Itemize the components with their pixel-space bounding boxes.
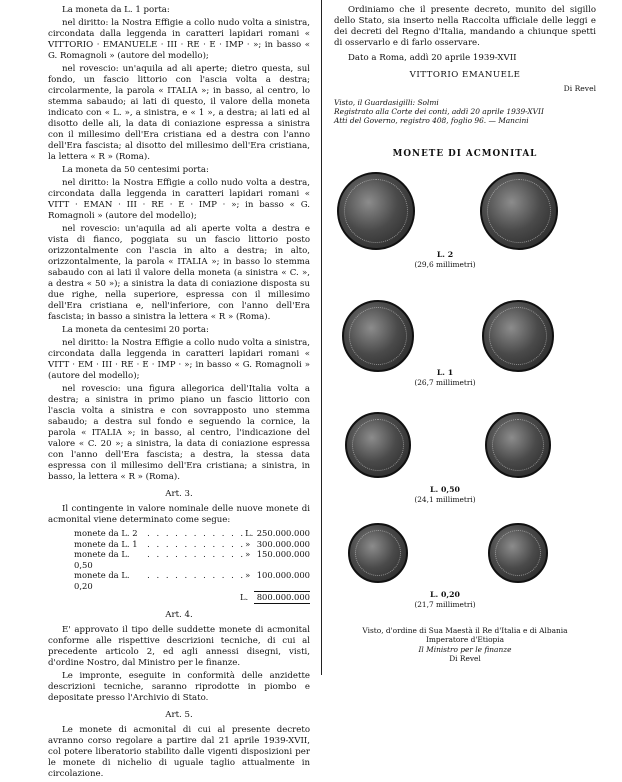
amount-label: monete da L. 0,50 xyxy=(74,549,130,570)
amount-total-value: 800.000.000 xyxy=(254,591,310,604)
coin-c20-heading: La moneta da centesimi 20 porta: xyxy=(62,325,209,335)
coin-l1-value: L. 1 xyxy=(436,368,454,377)
footer-line-4: Di Revel xyxy=(449,654,481,664)
registration-line-1: Registrato alla Corte dei conti, addì 20 aprile 1939-XVII xyxy=(334,107,544,116)
coin-l1-heading: La moneta da L. 1 porta: xyxy=(62,5,170,15)
footer-approval xyxy=(334,626,596,664)
registration-line-2: Atti del Governo, registro 408, foglio 96. — Mancini xyxy=(334,116,529,125)
amount-value: 100.000.000 xyxy=(256,570,310,580)
coin-c50-caption xyxy=(400,485,490,505)
amount-row xyxy=(48,549,310,570)
coin-c20-reverse-image xyxy=(488,523,548,583)
coin-c50-reverse: nel rovescio: un'aquila ad ali aperte volta a destra e vista di fianco, poggiata su un fascio littorio posto orizzontalmente con l'ascia in alto a destra; in alto, orizzontalmente, la parola « ITALIA »; in basso lo stemma sabaudo con ai lati il valore della moneta (a sinistra « C. », a destra « 50 »); a sinistra la data di coniazione disposta su due righe, nella superiore, espressa con il millesimo dell'Era cristiana e, nell'inferiore, con l'anno dell'Era fascista; in basso a sinistra la lettera « R » (Roma). xyxy=(48,224,310,322)
amount-total-row xyxy=(48,591,310,604)
coin-c50-obverse-image xyxy=(345,412,411,478)
coin-l2-caption xyxy=(400,250,490,270)
right-column xyxy=(334,5,596,168)
amount-currency: » xyxy=(245,538,251,549)
coin-c20-size: (21,7 millimetri) xyxy=(414,600,476,609)
amount-leader-dots: . . . . . . . . . . . xyxy=(147,570,246,580)
amount-leader-dots: . . . . . . . . . . . xyxy=(147,528,246,538)
amount-row xyxy=(48,528,310,539)
left-column xyxy=(48,5,310,782)
decree-date: Dato a Roma, addì 20 aprile 1939-XVII xyxy=(348,53,517,63)
coin-c20-caption xyxy=(400,590,490,610)
amount-currency: » xyxy=(245,549,251,559)
coin-l2-reverse-image xyxy=(480,172,558,250)
coin-l1-reverse-image xyxy=(482,300,554,372)
amount-leader-dots: . . . . . . . . . . . xyxy=(147,549,246,559)
column-divider xyxy=(321,0,322,675)
coin-c50-size: (24,1 millimetri) xyxy=(414,495,476,504)
article-5-text: Le monete di acmonital di cui al presente decreto avranno corso regolare a partire dal 21 aprile 1939-XVII, col potere liberatorio stabilito dalle vigenti disposizioni per le monete di nichelio di uguale taglio attualmente in circolazione. xyxy=(48,724,310,779)
article-3-text: Il contingente in valore nominale delle nuove monete di acmonital viene determinato come segue: xyxy=(48,504,310,525)
coin-l1-size: (26,7 millimetri) xyxy=(414,378,476,387)
article-3-heading: Art. 3. xyxy=(165,489,193,499)
amount-leader-dots: . . . . . . . . . . . xyxy=(147,538,246,549)
amount-total-currency: L. xyxy=(240,592,249,602)
amount-label: monete da L. 2 xyxy=(74,528,138,538)
amounts-table xyxy=(48,528,310,604)
amount-value: 300.000.000 xyxy=(256,538,310,549)
article-4-heading: Art. 4. xyxy=(165,609,193,620)
article-4-text-1: E' approvato il tipo delle suddette monete di acmonital conforme alle rispettive descrizioni tecniche, di cui al precedente articolo 2, ed agli annessi disegni, visti, d'ordine Nostro, dal Ministro per le finanze. xyxy=(48,624,310,668)
amount-currency: L. xyxy=(245,528,254,538)
coin-c20-obverse: nel diritto: la Nostra Effigie a collo nudo volta a sinistra, circondata dalla leggenda in caratteri lapidari romani « VITT · EM · III · RE · E · IMP · »; in basso « G. Romagnoli » (autore del modello); xyxy=(48,338,310,381)
coin-c50-heading: La moneta da 50 centesimi porta: xyxy=(62,165,209,175)
coin-l1-obverse-image xyxy=(342,300,414,372)
coin-l1-reverse: nel rovescio: un'aquila ad ali aperte; dietro questa, sul fondo, un fascio littorio con l'ascia volta a destra; circolarmente, la parola « ITALIA »; in basso, al centro, lo stemma sabaudo; ai lati di questo, il valore della moneta indicato con « L. », a sinistra, e « 1 », a destra; ai lati ed al disotto delle ali, la data di coniazione espressa a sinistra con il millesimo dell'Era cristiana ed a destra con l'anno dell'Era fascista; al disotto del millesimo dell'Era cristiana, la lettera « R » (Roma). xyxy=(48,64,310,162)
king-signature: VITTORIO EMANUELE xyxy=(409,70,521,80)
article-5-heading: Art. 5. xyxy=(165,709,193,720)
coin-l2-size: (29,6 millimetri) xyxy=(414,260,476,269)
coin-l1-obverse: nel diritto: la Nostra Effigie a collo nudo volta a sinistra, circondata dalla leggenda in caratteri lapidari romani « VITTORIO · EMANUELE · III · RE · E · IMP · »; in basso « G. Romagnoli » (autore del modello); xyxy=(48,18,310,61)
coin-l2-obverse-image xyxy=(337,172,415,250)
amount-label: monete da L. 1 xyxy=(74,538,138,549)
amount-row xyxy=(48,570,310,591)
amount-label: monete da L. 0,20 xyxy=(74,570,130,591)
coin-l2-value: L. 2 xyxy=(436,250,454,259)
visto-line: Visto, il Guardasigilli: Solmi xyxy=(334,98,439,107)
footer-line-1: Visto, d'ordine di Sua Maestà il Re d'Italia e di Albania xyxy=(362,626,568,635)
coin-c50-value: L. 0,50 xyxy=(430,485,460,494)
coins-section-title: MONETE DI ACMONITAL xyxy=(392,149,538,159)
coin-c20-reverse: nel rovescio: una figura allegorica dell'Italia volta a destra; a sinistra in primo piano un fascio littorio con l'ascia volta a sinistra e con sovrapposto uno stemma sabaudo; a destra sul fondo e seguendo la cornice, la parola « ITALIA »; in basso, al centro, l'indicazione del valore « C. 20 »; a sinistra, la data di coniazione espressa con l'anno dell'Era fascista; a destra, la stessa data espressa con il millesimo dell'Era cristiana; a sinistra, in basso, la lettera « R » (Roma). xyxy=(48,384,310,482)
amount-value: 150.000.000 xyxy=(256,549,310,559)
coin-c50-obverse: nel diritto: la Nostra Effigie a collo nudo volta a destra, circondata dalla leggenda in caratteri lapidari romani « VITT · EMAN · III · RE · E · IMP · »; in basso « G. Romagnoli » (autore del modello); xyxy=(48,178,310,221)
coin-c50-reverse-image xyxy=(485,412,551,478)
coin-l1-caption xyxy=(400,368,490,388)
coin-c20-value: L. 0,20 xyxy=(430,590,460,599)
amount-value: 250.000.000 xyxy=(256,528,310,538)
footer-line-2: Imperatore d'Etiopia xyxy=(425,635,505,645)
coin-c20-obverse-image xyxy=(348,523,408,583)
footer-line-3: Il Ministro per le finanze xyxy=(418,644,512,654)
amount-currency: » xyxy=(245,570,251,580)
minister-signature: Di Revel xyxy=(563,84,596,93)
amount-row xyxy=(48,539,310,550)
decree-closing-text: Ordiniamo che il presente decreto, munito del sigillo dello Stato, sia inserto nella Raccolta ufficiale delle leggi e dei decreti del Regno d'Italia, mandando a chiunque spetti di osservarlo e di farlo osservare. xyxy=(334,5,596,48)
article-4-text-2: Le impronte, eseguite in conformità delle anzidette descrizioni tecniche, saranno riprodotte in piombo e depositate presso l'Archivio di Stato. xyxy=(48,670,310,703)
